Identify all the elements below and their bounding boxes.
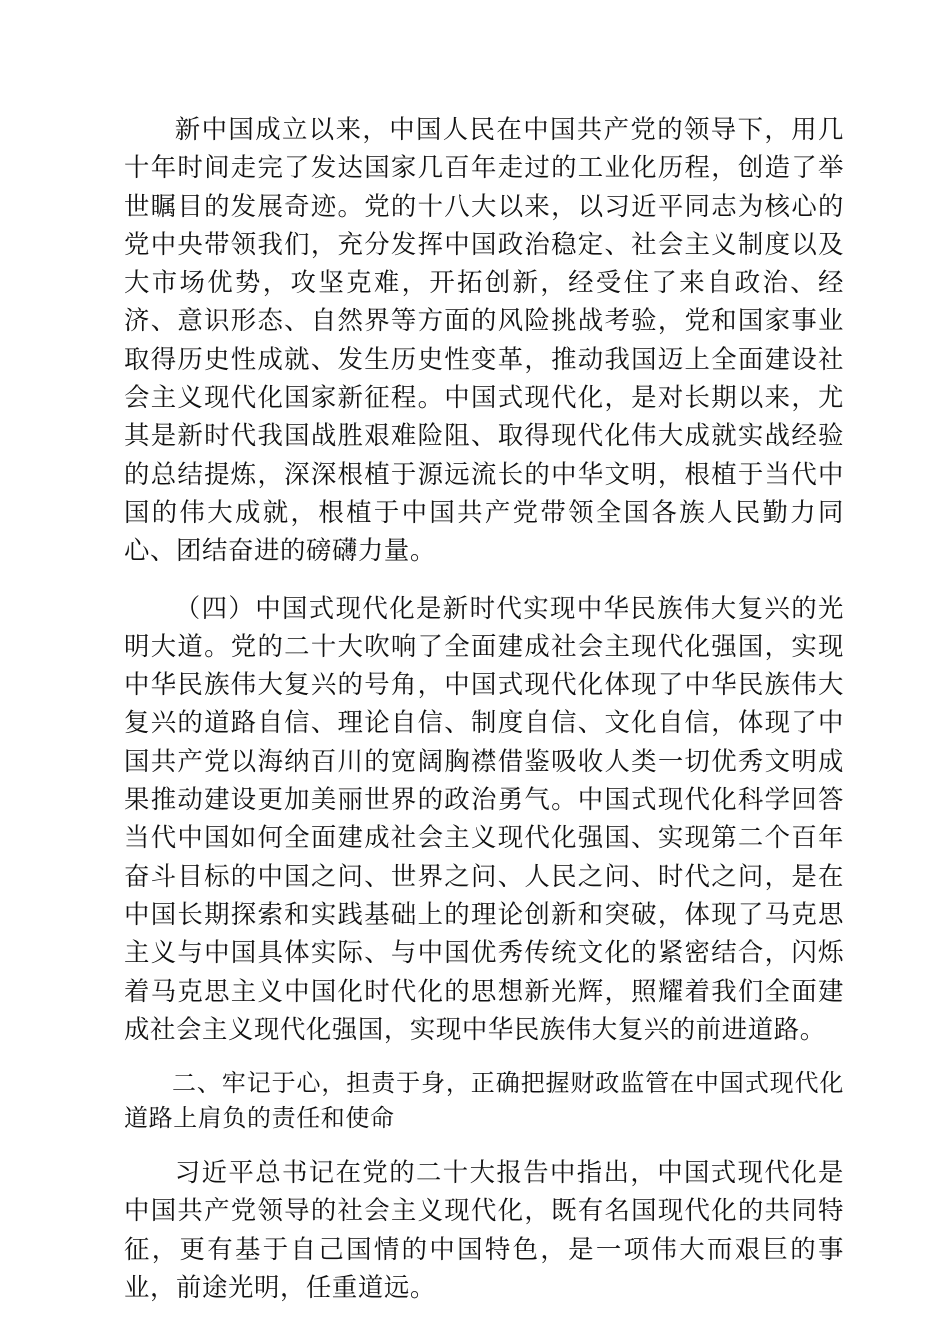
section-heading: 二、牢记于心，担责于身，正确把握财政监管在中国式现代化道路上肩负的责任和使命 [124, 1069, 844, 1133]
paragraph-1: 新中国成立以来，中国人民在中国共产党的领导下，用几十年时间走完了发达国家几百年走过的工业化历程，创造了举世瞩目的发展奇迹。党的十八大以来，以习近平同志为核心的党中央带领我们，充分发挥中国政治稳定、社会主义制度以及大市场优势，攻坚克难，开拓创新，经受住了来自政治、经济、意识形态、自然界等方面的风险挑战考验，党和国家事业取得历史性成就、发生历史性变革，推动我国迈上全面建设社会主义现代化国家新征程。中国式现代化，是对长期以来，尤其是新时代我国战胜艰难险阻、取得现代化伟大成就实战经验的总结提炼，深深根植于源远流长的中华文明，根植于当代中国的伟大成就，根植于中国共产党带领全国各族人民勤力同心、团结奋进的磅礴力量。 [124, 114, 844, 566]
document-body [124, 110, 844, 1306]
paragraph-2: （四）中国式现代化是新时代实现中华民族伟大复兴的光明大道。党的二十大吹响了全面建成社会主现代化强国，实现中华民族伟大复兴的号角，中国式现代化体现了中华民族伟大复兴的道路自信、理论自信、制度自信、文化自信，体现了中国共产党以海纳百川的宽阔胸襟借鉴吸收人类一切优秀文明成果推动建设更加美丽世界的政治勇气。中国式现代化科学回答当代中国如何全面建成社会主义现代化强国、实现第二个百年奋斗目标的中国之问、世界之问、人民之问、时代之问，是在中国长期探索和实践基础上的理论创新和突破，体现了马克思主义与中国具体实际、与中国优秀传统文化的紧密结合，闪烁着马克思主义中国化时代化的思想新光辉，照耀着我们全面建成社会主义现代化强国，实现中华民族伟大复兴的前进道路。 [124, 592, 844, 1044]
paragraph-3: 习近平总书记在党的二十大报告中指出，中国式现代化是中国共产党领导的社会主义现代化，既有名国现代化的共同特征，更有基于自己国情的中国特色，是一项伟大而艰巨的事业，前途光明，任重道远。 [124, 1157, 844, 1303]
